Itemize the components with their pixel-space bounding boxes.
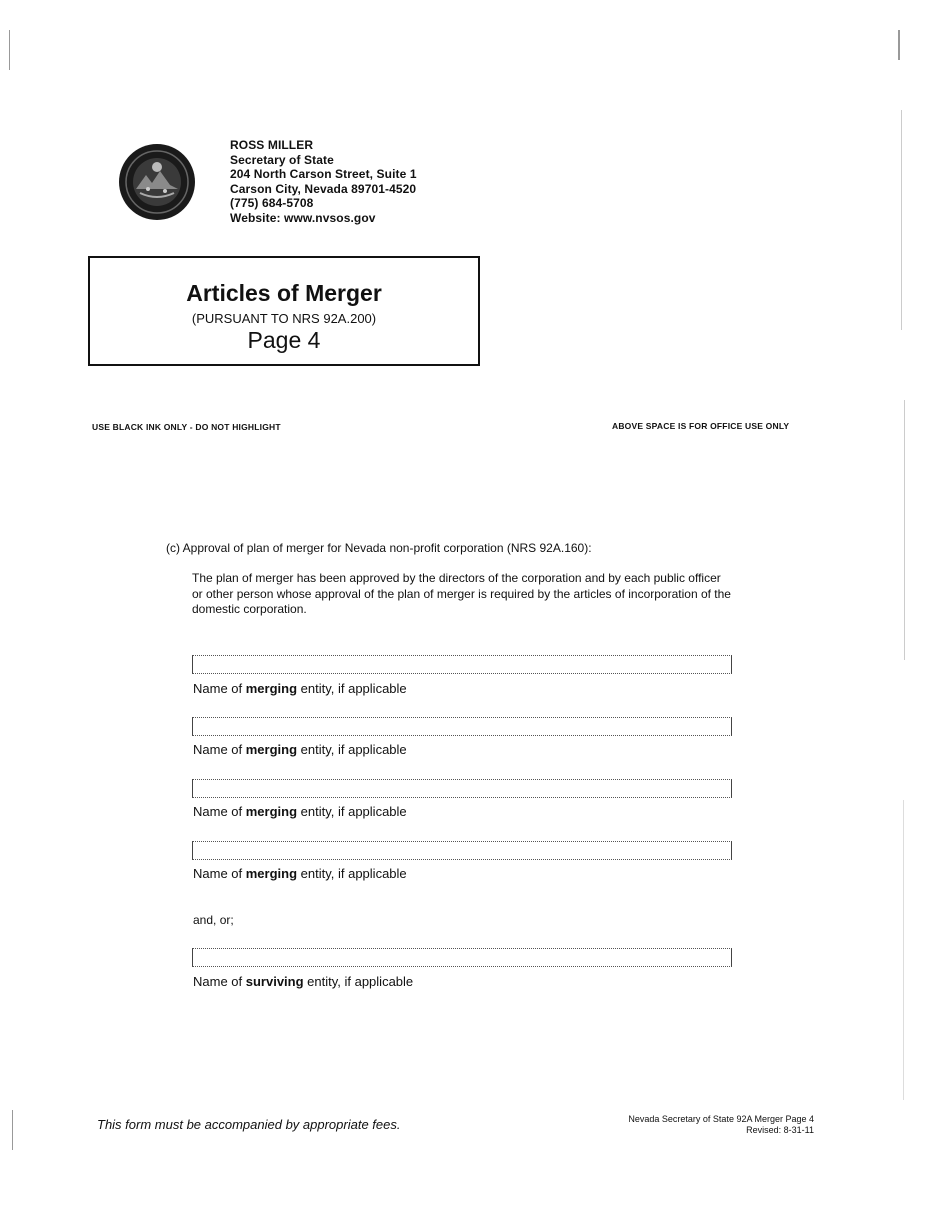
official-title: Secretary of State [230, 152, 334, 167]
section-body: The plan of merger has been approved by the directors of the corporation and by each public officer or other person whose approval of the plan of merger is required by the articles of incorporation of the domestic corporation. [192, 571, 731, 616]
merging-entity-label-2: Name of merging entity, if applicable [193, 742, 407, 757]
office-use-notice: ABOVE SPACE IS FOR OFFICE USE ONLY [612, 421, 790, 431]
address-line-2: Carson City, Nevada 89701-4520 [230, 181, 417, 196]
form-page-number: Page 4 [247, 327, 321, 353]
merging-entity-label-3: Name of merging entity, if applicable [193, 804, 407, 819]
scan-artifact [903, 800, 904, 1100]
surviving-entity-label: Name of surviving entity, if applicable [193, 974, 414, 989]
merging-entity-label-1: Name of merging entity, if applicable [193, 681, 407, 696]
form-title-box [88, 256, 480, 366]
scan-artifact [904, 400, 905, 660]
form-subtitle: (PURSUANT TO NRS 92A.200) [191, 311, 377, 326]
scan-artifact [901, 110, 902, 330]
form-revision-info [600, 1114, 814, 1136]
nevada-state-seal [118, 143, 196, 221]
secretary-of-state-header [230, 138, 417, 226]
scan-artifact [898, 30, 900, 60]
scan-artifact [9, 30, 10, 70]
ink-notice: USE BLACK INK ONLY - DO NOT HIGHLIGHT [92, 422, 281, 432]
official-name: ROSS MILLER [230, 138, 314, 152]
form-identifier: Nevada Secretary of State 92A Merger Page 4 [628, 1114, 814, 1124]
surviving-entity-field[interactable] [192, 948, 732, 967]
section-heading: (c) Approval of plan of merger for Nevada non-profit corporation (NRS 92A.160): [166, 541, 592, 555]
revision-date: Revised: 8-31-11 [746, 1125, 814, 1135]
merging-entity-field-3[interactable] [192, 779, 732, 798]
merging-entity-field-2[interactable] [192, 717, 732, 736]
address-line-1: 204 North Carson Street, Suite 1 [230, 167, 417, 182]
form-title: Articles of Merger [186, 280, 382, 306]
and-or-text: and, or; [193, 913, 234, 927]
merging-entity-field-4[interactable] [192, 841, 732, 860]
website: Website: www.nvsos.gov [230, 210, 376, 225]
merging-entity-field-1[interactable] [192, 655, 732, 674]
phone: (775) 684-5708 [230, 196, 314, 211]
merging-entity-label-4: Name of merging entity, if applicable [193, 866, 407, 881]
fees-notice: This form must be accompanied by appropriate fees. [97, 1117, 401, 1132]
scan-artifact [12, 1110, 13, 1150]
